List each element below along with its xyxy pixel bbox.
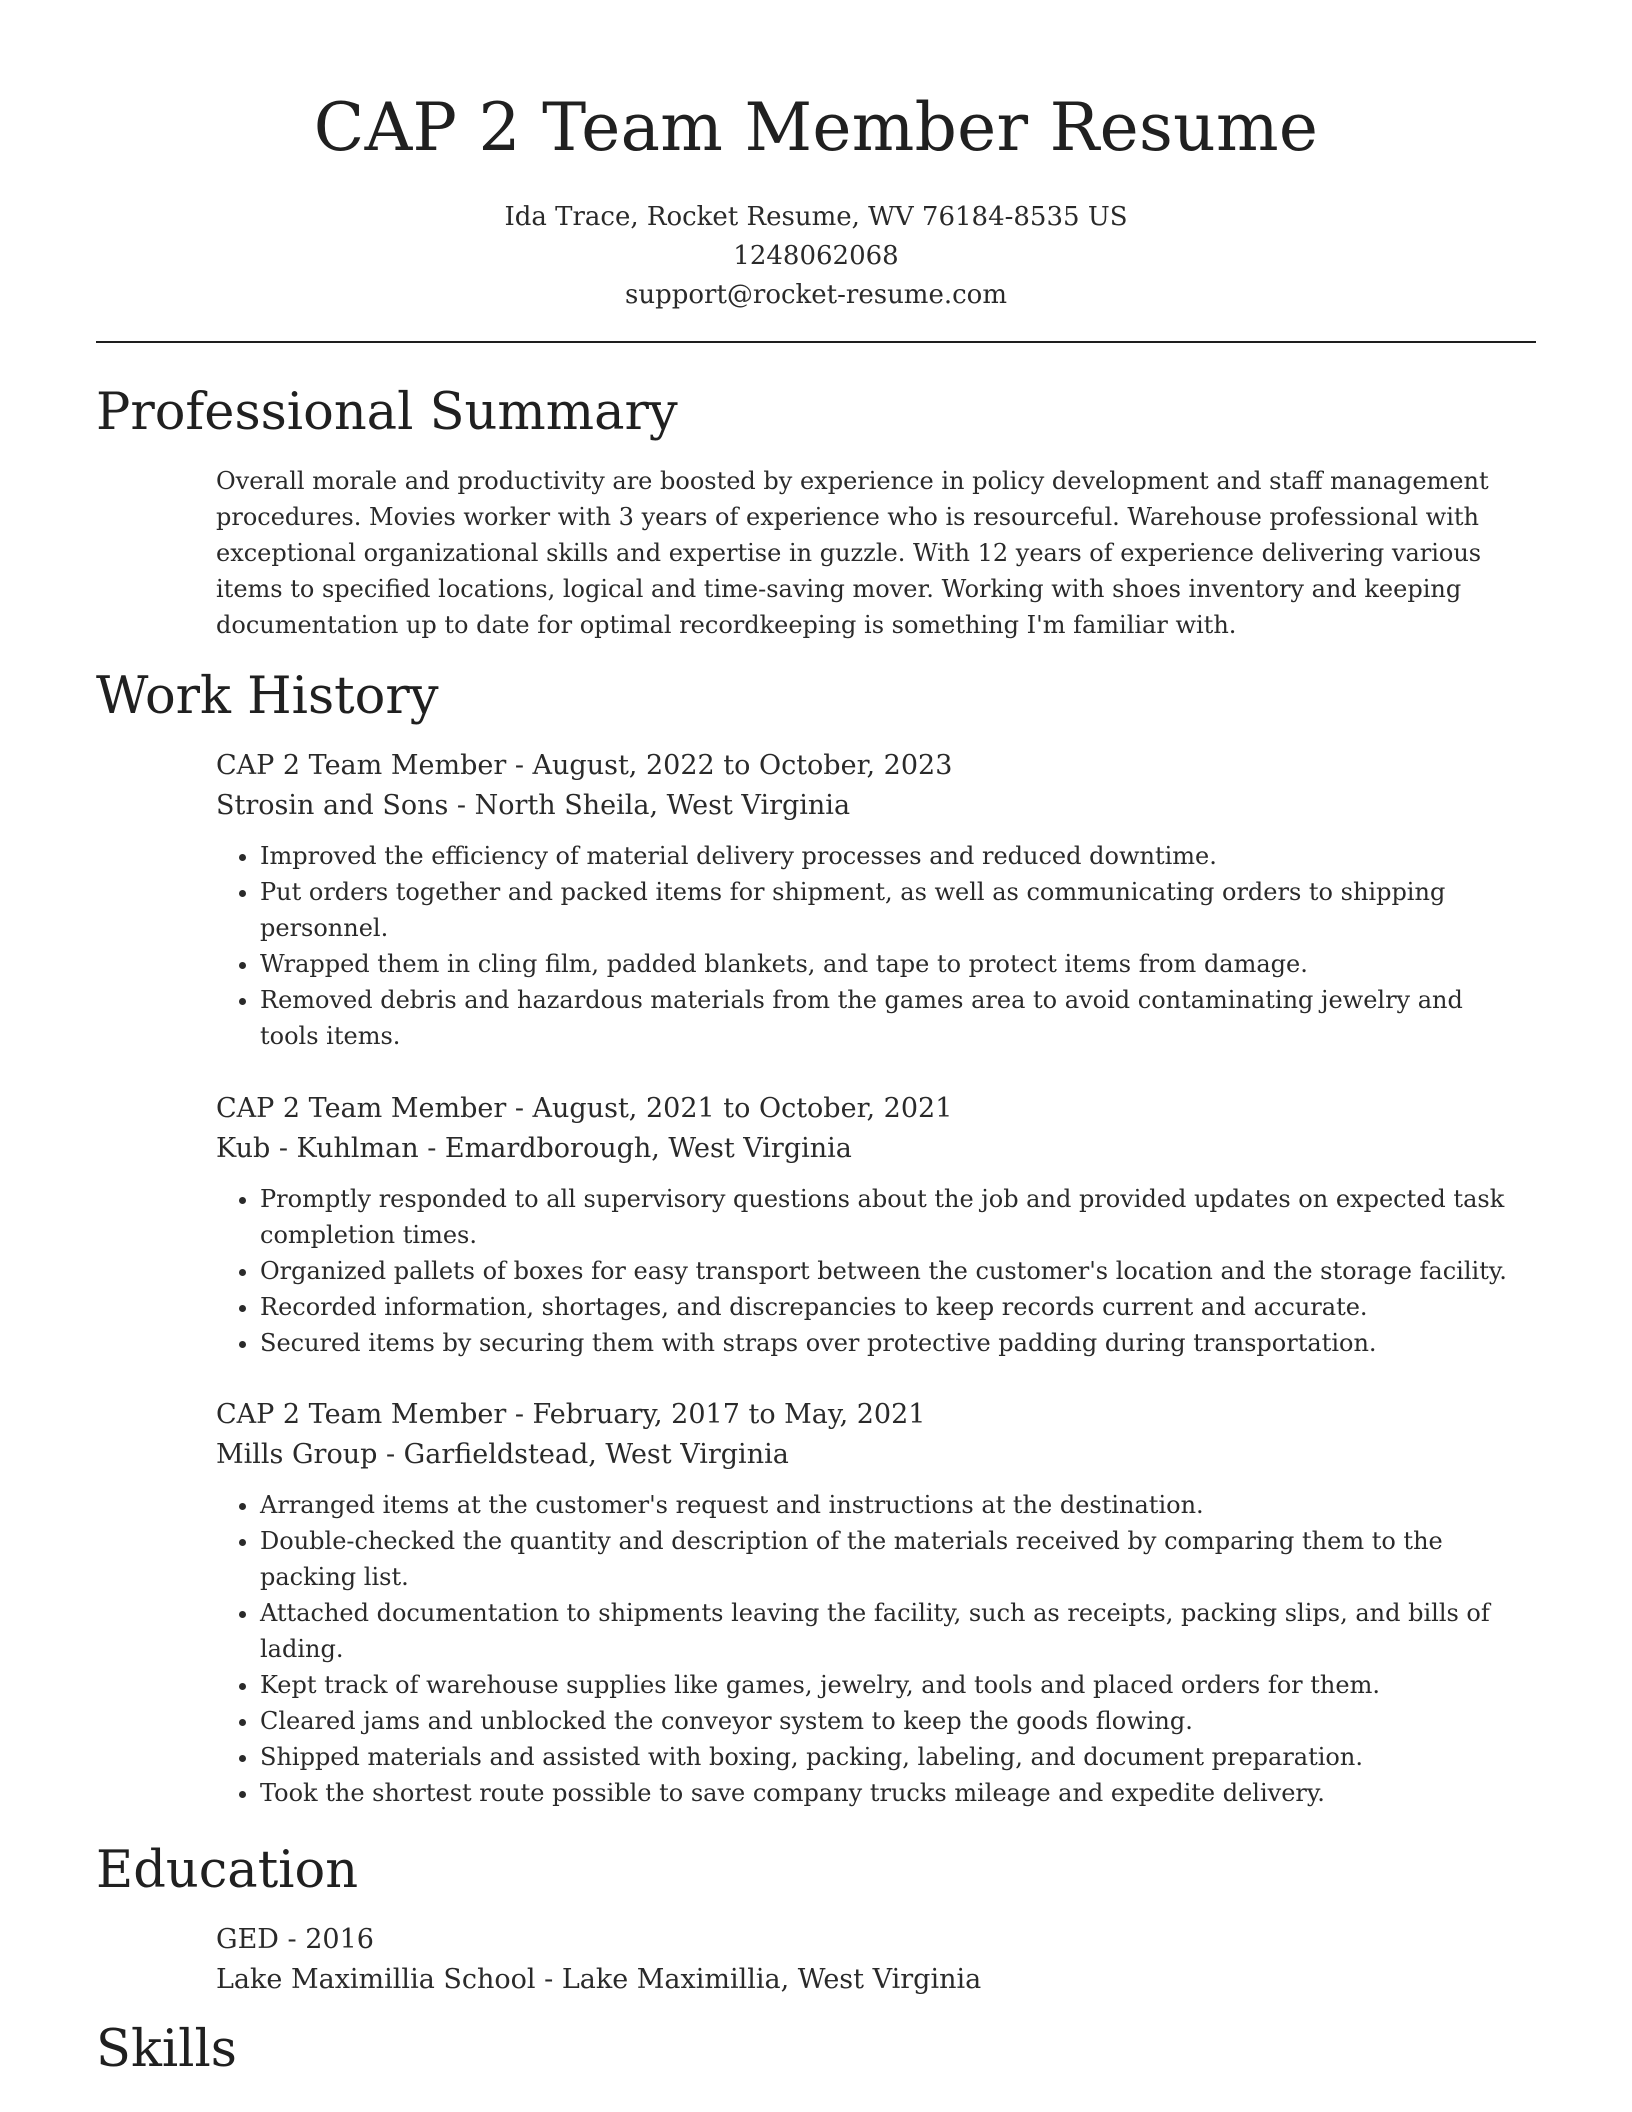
job-title-line: CAP 2 Team Member - August, 2021 to October, 2021: [216, 1093, 953, 1124]
list-item: • Arranged items at the customer's request and instructions at the destination.: [260, 1487, 1526, 1523]
education-school-line: Lake Maximillia School - Lake Maximillia, West Virginia: [216, 1964, 982, 1995]
job-duties-list: [216, 838, 1526, 1054]
list-item: • Shipped materials and assisted with boxing, packing, labeling, and document preparation.: [260, 1739, 1526, 1775]
list-item: • Put orders together and packed items for shipment, as well as communicating orders to shipping personnel.: [260, 874, 1526, 946]
job-duties-list: [216, 1487, 1526, 1811]
list-item: • Secured items by securing them with straps over protective padding during transportation.: [260, 1325, 1526, 1361]
work-history-heading: Work History: [96, 667, 439, 726]
job-title-line: CAP 2 Team Member - February, 2017 to May, 2021: [216, 1399, 926, 1430]
summary-text: Overall morale and productivity are boosted by experience in policy development and staff management procedures. Movies worker with 3 years of experience who is resourceful. Warehouse professional with exceptional organizational skills and expertise in guzzle. With 12 years of experience delivering various items to specified locations, logical and time-saving mover. Working with shoes inventory and keeping documentation up to date for optimal recordkeeping is something I'm familiar with.: [216, 467, 1489, 639]
list-item: • Removed debris and hazardous materials from the games area to avoid contaminating jewelry and tools items.: [260, 982, 1526, 1054]
header-divider: [96, 341, 1536, 343]
contact-info: [0, 198, 1632, 315]
list-item: • Organized pallets of boxes for easy transport between the customer's location and the storage facility.: [260, 1253, 1526, 1289]
list-item: • Took the shortest route possible to save company trucks mileage and expedite delivery.: [260, 1775, 1526, 1811]
job-title-line: CAP 2 Team Member - August, 2022 to October, 2023: [216, 750, 953, 781]
list-item: • Wrapped them in cling film, padded blankets, and tape to protect items from damage.: [260, 946, 1526, 982]
list-item: • Promptly responded to all supervisory questions about the job and provided updates on expected task completion times.: [260, 1181, 1526, 1253]
job-company-line: Mills Group - Garfieldstead, West Virginia: [216, 1439, 789, 1470]
job-entry: [216, 1089, 1526, 1361]
summary-heading: Professional Summary: [96, 383, 678, 442]
list-item: • Kept track of warehouse supplies like games, jewelry, and tools and placed orders for them.: [260, 1667, 1526, 1703]
resume-title: CAP 2 Team Member Resume: [313, 89, 1319, 166]
skills-heading: Skills: [96, 2020, 237, 2079]
list-item: • Double-checked the quantity and description of the materials received by comparing them to the packing list.: [260, 1523, 1526, 1595]
contact-address: Ida Trace, Rocket Resume, WV 76184-8535 US: [504, 202, 1128, 232]
resume-header: [0, 0, 1632, 315]
job-entry: [216, 1395, 1526, 1811]
list-item: • Attached documentation to shipments leaving the facility, such as receipts, packing slips, and bills of lading.: [260, 1595, 1526, 1667]
list-item: • Improved the efficiency of material delivery processes and reduced downtime.: [260, 838, 1526, 874]
education-entry: [216, 1920, 1526, 2000]
education-heading: Education: [96, 1841, 359, 1900]
list-item: • Cleared jams and unblocked the conveyor system to keep the goods flowing.: [260, 1703, 1526, 1739]
contact-phone: 1248062068: [733, 241, 899, 271]
contact-email: support@rocket-resume.com: [624, 280, 1007, 310]
education-degree-line: GED - 2016: [216, 1924, 374, 1955]
job-company-line: Kub - Kuhlman - Emardborough, West Virginia: [216, 1133, 852, 1164]
list-item: • Recorded information, shortages, and discrepancies to keep records current and accurate.: [260, 1289, 1526, 1325]
job-entry: [216, 746, 1526, 1054]
job-duties-list: [216, 1181, 1526, 1361]
job-company-line: Strosin and Sons - North Sheila, West Virginia: [216, 790, 851, 821]
